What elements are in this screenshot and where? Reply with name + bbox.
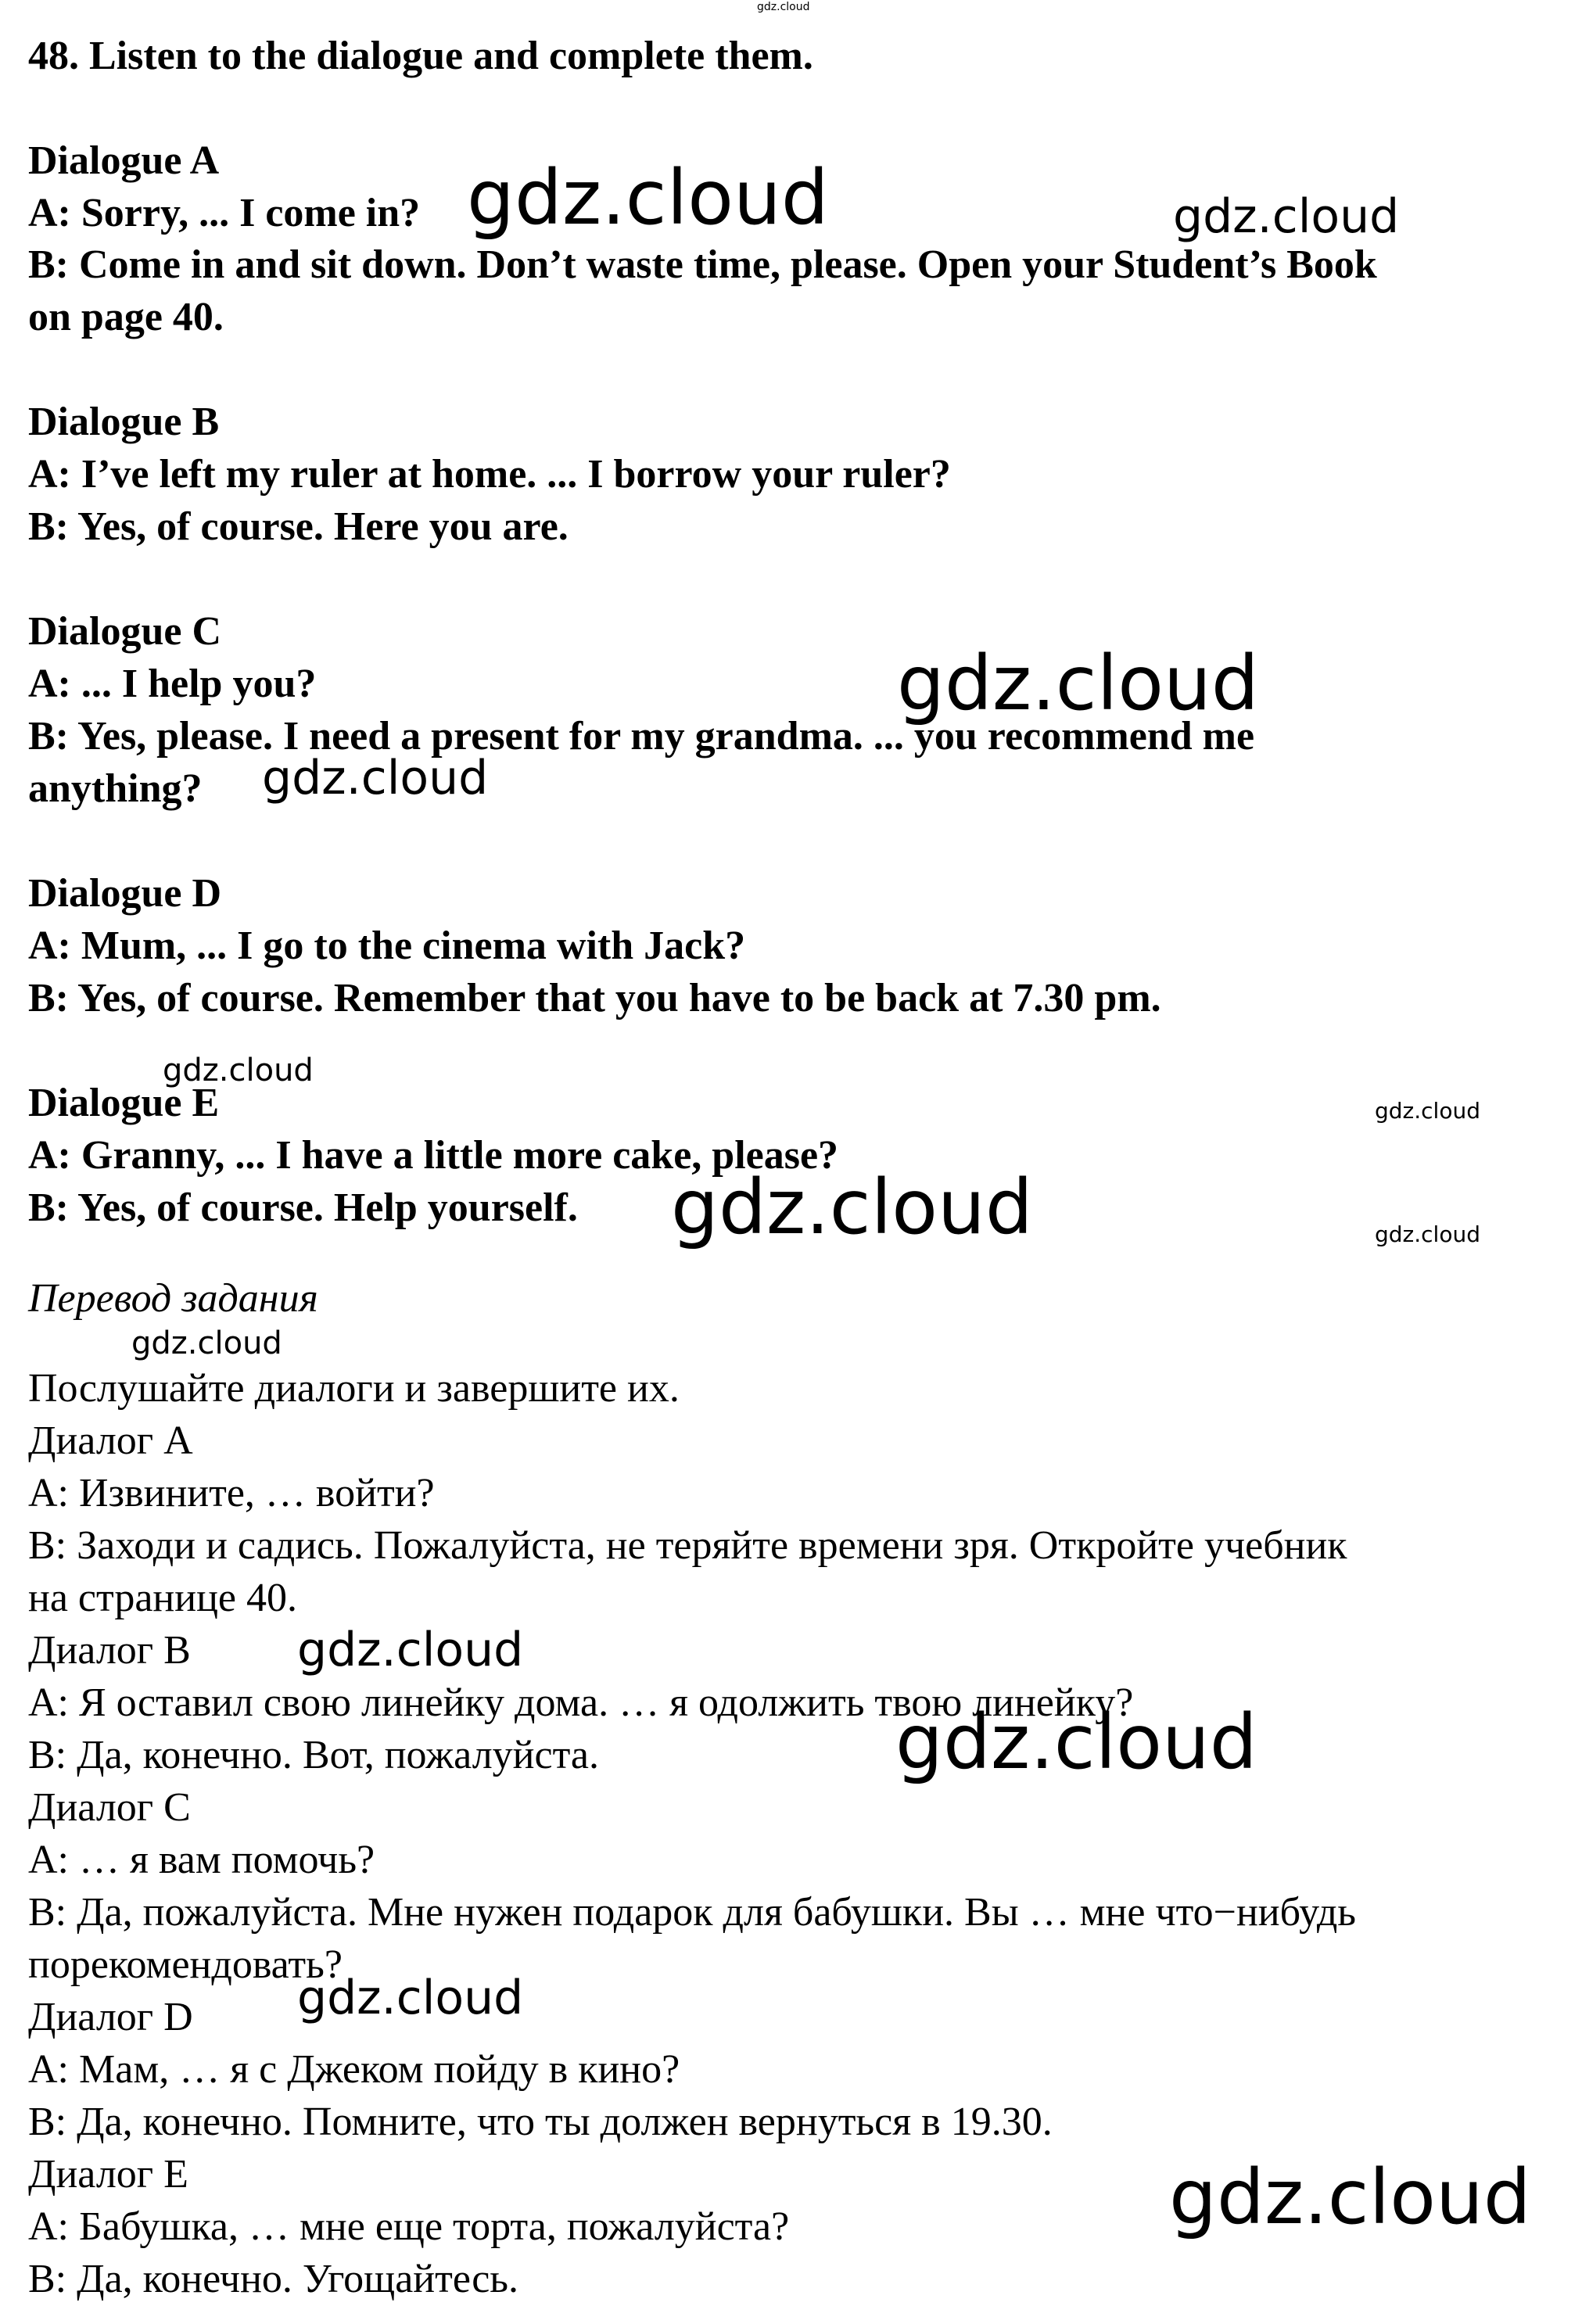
dialogue-c-line-1: A: ... I help you? — [28, 662, 317, 706]
watermark: gdz.cloud — [163, 1053, 314, 1088]
translation-dialogue-a-line-2a: В: Заходи и садись. Пожалуйста, не теряйте времени зря. Откройте учебник — [28, 1523, 1347, 1568]
watermark: gdz.cloud — [1375, 1098, 1480, 1124]
translation-dialogue-b-line-1: А: Я оставил свою линейку дома. … я одолжить твою линейку? — [28, 1680, 1134, 1725]
translation-dialogue-b-title: Диалог В — [28, 1628, 191, 1673]
translation-instruction: Послушайте диалоги и завершите их. — [28, 1366, 680, 1411]
translation-dialogue-c-line-1: А: … я вам помочь? — [28, 1838, 375, 1882]
watermark: gdz.cloud — [297, 1971, 524, 2025]
watermark: gdz.cloud — [467, 154, 829, 242]
watermark: gdz.cloud — [1169, 2154, 1531, 2241]
translation-dialogue-e-line-1: А: Бабушка, … мне еще торта, пожалуйста? — [28, 2204, 790, 2249]
translation-dialogue-b-line-2: В: Да, конечно. Вот, пожалуйста. — [28, 1733, 600, 1777]
dialogue-e-line-1: A: Granny, ... I have a little more cake, please? — [28, 1133, 839, 1178]
translation-dialogue-c-line-2b: порекомендовать? — [28, 1942, 343, 1987]
dialogue-a-line-2b: on page 40. — [28, 295, 224, 339]
watermark: gdz.cloud — [895, 1698, 1257, 1786]
translation-dialogue-d-title: Диалог D — [28, 1995, 193, 2039]
watermark-top: gdz.cloud — [757, 1, 810, 13]
watermark: gdz.cloud — [671, 1164, 1033, 1251]
watermark: gdz.cloud — [297, 1623, 524, 1677]
translation-dialogue-e-line-2: В: Да, конечно. Угощайтесь. — [28, 2257, 519, 2301]
dialogue-a-line-1: A: Sorry, ... I come in? — [28, 191, 421, 235]
watermark: gdz.cloud — [1173, 189, 1400, 244]
watermark: gdz.cloud — [131, 1325, 282, 1361]
translation-dialogue-d-line-2: В: Да, конечно. Помните, что ты должен вернуться в 19.30. — [28, 2100, 1053, 2144]
translation-header: Перевод задания — [28, 1276, 318, 1321]
dialogue-d-line-2: B: Yes, of course. Remember that you have to be back at 7.30 pm. — [28, 976, 1161, 1020]
dialogue-b-title: Dialogue B — [28, 400, 220, 444]
watermark: gdz.cloud — [897, 640, 1259, 727]
dialogue-b-line-1: A: I’ve left my ruler at home. ... I borrow your ruler? — [28, 452, 951, 497]
dialogue-a-line-2a: B: Come in and sit down. Don’t waste time, please. Open your Student’s Book — [28, 242, 1377, 287]
dialogue-c-line-2b: anything? — [28, 766, 203, 811]
dialogue-d-title: Dialogue D — [28, 871, 221, 916]
translation-dialogue-a-line-2b: на странице 40. — [28, 1576, 297, 1620]
dialogue-e-line-2: B: Yes, of course. Help yourself. — [28, 1185, 578, 1230]
dialogue-d-line-1: A: Mum, ... I go to the cinema with Jack? — [28, 924, 746, 968]
translation-dialogue-c-title: Диалог С — [28, 1785, 191, 1830]
translation-dialogue-d-line-1: А: Мам, … я с Джеком пойду в кино? — [28, 2047, 680, 2092]
dialogue-e-title: Dialogue E — [28, 1081, 220, 1125]
task-heading: 48. Listen to the dialogue and complete them. — [28, 34, 813, 78]
translation-dialogue-e-title: Диалог Е — [28, 2152, 188, 2197]
dialogue-c-title: Dialogue C — [28, 609, 221, 654]
watermark: gdz.cloud — [262, 751, 489, 805]
dialogue-b-line-2: B: Yes, of course. Here you are. — [28, 504, 569, 549]
translation-dialogue-c-line-2a: В: Да, пожалуйста. Мне нужен подарок для бабушки. Вы … мне что−нибудь — [28, 1890, 1356, 1935]
dialogue-c-line-2a: B: Yes, please. I need a present for my grandma. ... you recommend me — [28, 714, 1255, 759]
watermark: gdz.cloud — [1375, 1221, 1480, 1247]
translation-dialogue-a-title: Диалог А — [28, 1418, 193, 1463]
dialogue-a-title: Dialogue A — [28, 138, 220, 183]
translation-dialogue-a-line-1: А: Извините, … войти? — [28, 1471, 435, 1515]
